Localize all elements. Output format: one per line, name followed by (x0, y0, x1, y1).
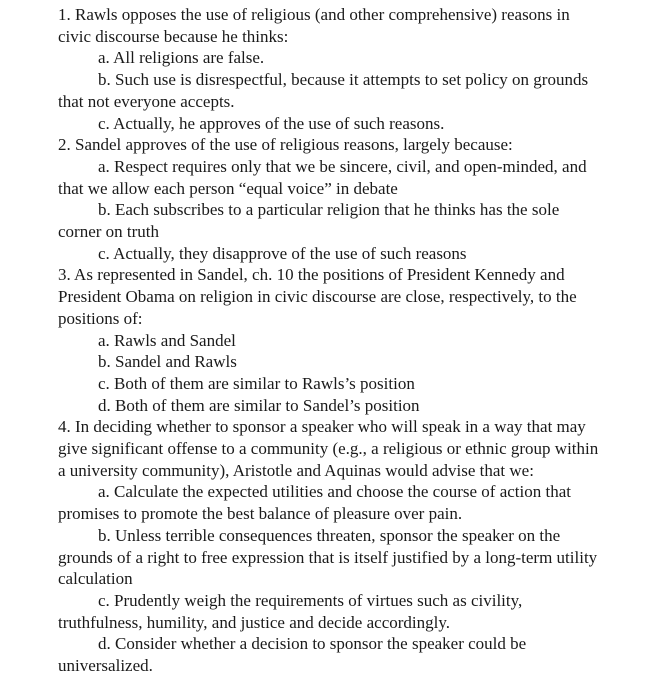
question-4-option-c: c. Prudently weigh the requirements of virtues such as civility, truthfulness, humility, and justice and decide accordingly. (58, 590, 523, 632)
question-2-option-b: b. Each subscribes to a particular religion that he thinks has the sole corner on truth (58, 200, 560, 242)
question-3-option-c: c. Both of them are similar to Rawls’s position (98, 373, 415, 393)
question-4-option-a: a. Calculate the expected utilities and choose the course of action that promises to promote the best balance of pleasure over pain. (58, 482, 571, 524)
question-1-stem: 1. Rawls opposes the use of religious (and other comprehensive) reasons in civic discourse because he thinks: (58, 5, 570, 46)
question-3-option-d: d. Both of them are similar to Sandel’s position (98, 395, 420, 415)
question-3-option-a: a. Rawls and Sandel (98, 330, 236, 350)
question-4 (58, 416, 606, 676)
question-1-option-c: c. Actually, he approves of the use of such reasons. (98, 113, 445, 133)
question-4-stem: 4. In deciding whether to sponsor a speaker who will speak in a way that may give significant offense to a community (e.g., a religious or ethnic group within a university community), Aristotle and Aquinas would advise that we: (58, 417, 599, 480)
question-1 (58, 4, 606, 134)
question-1-option-b: b. Such use is disrespectful, because it attempts to set policy on grounds that not everyone accepts. (58, 70, 589, 111)
quiz-document (58, 4, 606, 677)
question-2-option-a: a. Respect requires only that we be sincere, civil, and open-minded, and that we allow each person “equal voice” in debate (58, 156, 587, 198)
question-3 (58, 264, 606, 416)
question-2-option-c: c. Actually, they disapprove of the use of such reasons (98, 243, 467, 263)
question-1-option-a: a. All religions are false. (98, 48, 265, 68)
question-3-option-b: b. Sandel and Rawls (98, 352, 237, 372)
question-4-option-d: d. Consider whether a decision to sponsor the speaker could be universalized. (58, 634, 527, 676)
question-2-stem: 2. Sandel approves of the use of religious reasons, largely because: (58, 135, 513, 155)
question-4-option-b: b. Unless terrible consequences threaten, sponsor the speaker on the grounds of a right to free expression that is itself justified by a long-term utility calculation (58, 525, 598, 589)
question-3-stem: 3. As represented in Sandel, ch. 10 the positions of President Kennedy and President Obama on religion in civic discourse are close, respectively, to the positions of: (58, 265, 577, 328)
question-2 (58, 134, 606, 264)
